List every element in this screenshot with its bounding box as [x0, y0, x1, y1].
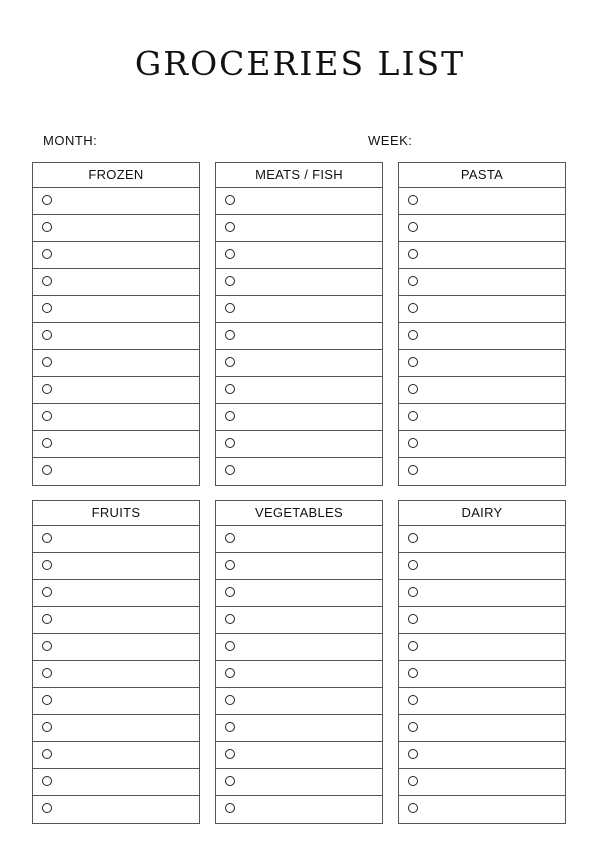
- circle-checkbox-icon[interactable]: [42, 533, 52, 543]
- item-entry-field[interactable]: [244, 219, 376, 237]
- circle-checkbox-icon[interactable]: [408, 276, 418, 286]
- list-item: [216, 404, 382, 431]
- list-item: [216, 634, 382, 661]
- circle-checkbox-icon[interactable]: [225, 749, 235, 759]
- list-item: [33, 769, 199, 796]
- list-item: [216, 458, 382, 485]
- circle-checkbox-icon[interactable]: [42, 438, 52, 448]
- list-item: [216, 269, 382, 296]
- list-item: [33, 323, 199, 350]
- item-entry-field[interactable]: [244, 246, 376, 264]
- item-entry-field[interactable]: [244, 800, 376, 819]
- section-header: FROZEN: [33, 163, 199, 188]
- list-item: [33, 215, 199, 242]
- section-dairy: [398, 500, 566, 824]
- item-entry-field[interactable]: [427, 354, 559, 372]
- list-item: [399, 323, 565, 350]
- item-entry-field[interactable]: [61, 381, 193, 399]
- circle-checkbox-icon[interactable]: [408, 438, 418, 448]
- circle-checkbox-icon[interactable]: [42, 560, 52, 570]
- section-rows: [216, 188, 382, 485]
- item-entry-field[interactable]: [427, 611, 559, 629]
- section-header: FRUITS: [33, 501, 199, 526]
- circle-checkbox-icon[interactable]: [42, 465, 52, 475]
- circle-checkbox-icon[interactable]: [42, 668, 52, 678]
- circle-checkbox-icon[interactable]: [225, 533, 235, 543]
- item-entry-field[interactable]: [244, 692, 376, 710]
- list-item: [33, 796, 199, 823]
- item-entry-field[interactable]: [244, 719, 376, 737]
- list-item: [33, 661, 199, 688]
- circle-checkbox-icon[interactable]: [225, 614, 235, 624]
- section-frozen: [32, 162, 200, 486]
- section-vegetables: [215, 500, 383, 824]
- item-entry-field[interactable]: [244, 557, 376, 575]
- page-title: GROCERIES LIST: [134, 44, 466, 83]
- list-item: [399, 458, 565, 485]
- section-pasta: [398, 162, 566, 486]
- list-item: [33, 553, 199, 580]
- list-item: [399, 607, 565, 634]
- list-item: [216, 661, 382, 688]
- list-item: [399, 404, 565, 431]
- item-entry-field[interactable]: [61, 462, 193, 481]
- section-rows: [216, 526, 382, 823]
- list-item: [33, 431, 199, 458]
- circle-checkbox-icon[interactable]: [225, 303, 235, 313]
- section-header: VEGETABLES: [216, 501, 382, 526]
- list-item: [216, 215, 382, 242]
- item-entry-field[interactable]: [427, 638, 559, 656]
- list-item: [399, 769, 565, 796]
- list-item: [399, 242, 565, 269]
- item-entry-field[interactable]: [427, 719, 559, 737]
- item-entry-field[interactable]: [61, 246, 193, 264]
- list-item: [216, 742, 382, 769]
- circle-checkbox-icon[interactable]: [225, 195, 235, 205]
- circle-checkbox-icon[interactable]: [225, 276, 235, 286]
- section-header: MEATS / FISH: [216, 163, 382, 188]
- item-entry-field[interactable]: [244, 773, 376, 791]
- list-item: [33, 404, 199, 431]
- circle-checkbox-icon[interactable]: [408, 249, 418, 259]
- circle-checkbox-icon[interactable]: [225, 668, 235, 678]
- item-entry-field[interactable]: [61, 800, 193, 819]
- item-entry-field[interactable]: [61, 665, 193, 683]
- circle-checkbox-icon[interactable]: [225, 803, 235, 813]
- section-fruits: [32, 500, 200, 824]
- list-item: [33, 350, 199, 377]
- section-header: DAIRY: [399, 501, 565, 526]
- circle-checkbox-icon[interactable]: [225, 357, 235, 367]
- circle-checkbox-icon[interactable]: [408, 330, 418, 340]
- list-item: [216, 769, 382, 796]
- item-entry-field[interactable]: [427, 327, 559, 345]
- circle-checkbox-icon[interactable]: [408, 465, 418, 475]
- list-item: [33, 458, 199, 485]
- circle-checkbox-icon[interactable]: [42, 249, 52, 259]
- circle-checkbox-icon[interactable]: [408, 303, 418, 313]
- section-meats-fish: [215, 162, 383, 486]
- list-item: [33, 188, 199, 215]
- item-entry-field[interactable]: [427, 584, 559, 602]
- circle-checkbox-icon[interactable]: [42, 803, 52, 813]
- item-entry-field[interactable]: [427, 692, 559, 710]
- item-entry-field[interactable]: [427, 246, 559, 264]
- item-entry-field[interactable]: [244, 530, 376, 548]
- item-entry-field[interactable]: [61, 273, 193, 291]
- list-item: [216, 553, 382, 580]
- item-entry-field[interactable]: [427, 665, 559, 683]
- circle-checkbox-icon[interactable]: [225, 384, 235, 394]
- list-item: [33, 580, 199, 607]
- circle-checkbox-icon[interactable]: [408, 357, 418, 367]
- item-entry-field[interactable]: [244, 746, 376, 764]
- list-item: [399, 350, 565, 377]
- circle-checkbox-icon[interactable]: [225, 560, 235, 570]
- item-entry-field[interactable]: [244, 192, 376, 210]
- circle-checkbox-icon[interactable]: [42, 384, 52, 394]
- circle-checkbox-icon[interactable]: [225, 722, 235, 732]
- list-item: [399, 553, 565, 580]
- circle-checkbox-icon[interactable]: [408, 587, 418, 597]
- item-entry-field[interactable]: [244, 584, 376, 602]
- list-item: [33, 688, 199, 715]
- circle-checkbox-icon[interactable]: [42, 722, 52, 732]
- item-entry-field[interactable]: [244, 462, 376, 481]
- list-item: [399, 296, 565, 323]
- item-entry-field[interactable]: [61, 192, 193, 210]
- circle-checkbox-icon[interactable]: [42, 695, 52, 705]
- list-item: [216, 188, 382, 215]
- item-entry-field[interactable]: [61, 354, 193, 372]
- item-entry-field[interactable]: [61, 530, 193, 548]
- list-item: [216, 715, 382, 742]
- list-item: [33, 377, 199, 404]
- list-item: [399, 796, 565, 823]
- item-entry-field[interactable]: [427, 530, 559, 548]
- circle-checkbox-icon[interactable]: [408, 614, 418, 624]
- list-item: [33, 526, 199, 553]
- circle-checkbox-icon[interactable]: [225, 411, 235, 421]
- list-item: [216, 377, 382, 404]
- item-entry-field[interactable]: [61, 435, 193, 453]
- item-entry-field[interactable]: [244, 665, 376, 683]
- item-entry-field[interactable]: [61, 692, 193, 710]
- item-entry-field[interactable]: [244, 327, 376, 345]
- circle-checkbox-icon[interactable]: [408, 749, 418, 759]
- list-item: [33, 634, 199, 661]
- item-entry-field[interactable]: [427, 219, 559, 237]
- item-entry-field[interactable]: [61, 638, 193, 656]
- circle-checkbox-icon[interactable]: [42, 276, 52, 286]
- list-item: [33, 269, 199, 296]
- circle-checkbox-icon[interactable]: [408, 668, 418, 678]
- circle-checkbox-icon[interactable]: [408, 222, 418, 232]
- list-item: [216, 323, 382, 350]
- list-item: [33, 742, 199, 769]
- list-item: [399, 661, 565, 688]
- item-entry-field[interactable]: [427, 800, 559, 819]
- list-item: [216, 580, 382, 607]
- list-item: [33, 296, 199, 323]
- item-entry-field[interactable]: [61, 611, 193, 629]
- list-item: [216, 242, 382, 269]
- list-item: [216, 526, 382, 553]
- list-item: [33, 715, 199, 742]
- circle-checkbox-icon[interactable]: [408, 560, 418, 570]
- circle-checkbox-icon[interactable]: [408, 641, 418, 651]
- circle-checkbox-icon[interactable]: [42, 614, 52, 624]
- list-item: [399, 431, 565, 458]
- list-item: [399, 742, 565, 769]
- section-header: PASTA: [399, 163, 565, 188]
- circle-checkbox-icon[interactable]: [408, 533, 418, 543]
- item-entry-field[interactable]: [427, 435, 559, 453]
- item-entry-field[interactable]: [244, 611, 376, 629]
- section-rows: [399, 526, 565, 823]
- item-entry-field[interactable]: [244, 408, 376, 426]
- item-entry-field[interactable]: [427, 746, 559, 764]
- circle-checkbox-icon[interactable]: [42, 411, 52, 421]
- list-item: [216, 607, 382, 634]
- list-item: [399, 377, 565, 404]
- circle-checkbox-icon[interactable]: [408, 722, 418, 732]
- item-entry-field[interactable]: [61, 300, 193, 318]
- list-item: [399, 526, 565, 553]
- item-entry-field[interactable]: [427, 557, 559, 575]
- list-item: [399, 634, 565, 661]
- item-entry-field[interactable]: [427, 273, 559, 291]
- item-entry-field[interactable]: [61, 584, 193, 602]
- item-entry-field[interactable]: [427, 381, 559, 399]
- item-entry-field[interactable]: [61, 746, 193, 764]
- item-entry-field[interactable]: [244, 273, 376, 291]
- circle-checkbox-icon[interactable]: [408, 411, 418, 421]
- item-entry-field[interactable]: [244, 435, 376, 453]
- item-entry-field[interactable]: [427, 408, 559, 426]
- circle-checkbox-icon[interactable]: [225, 249, 235, 259]
- list-item: [33, 607, 199, 634]
- item-entry-field[interactable]: [427, 773, 559, 791]
- circle-checkbox-icon[interactable]: [225, 222, 235, 232]
- list-item: [33, 242, 199, 269]
- circle-checkbox-icon[interactable]: [225, 641, 235, 651]
- circle-checkbox-icon[interactable]: [42, 222, 52, 232]
- circle-checkbox-icon[interactable]: [225, 695, 235, 705]
- circle-checkbox-icon[interactable]: [225, 330, 235, 340]
- circle-checkbox-icon[interactable]: [408, 803, 418, 813]
- week-label: WEEK:: [368, 133, 413, 148]
- circle-checkbox-icon[interactable]: [225, 776, 235, 786]
- circle-checkbox-icon[interactable]: [42, 195, 52, 205]
- circle-checkbox-icon[interactable]: [42, 749, 52, 759]
- list-item: [216, 431, 382, 458]
- item-entry-field[interactable]: [244, 300, 376, 318]
- item-entry-field[interactable]: [427, 192, 559, 210]
- item-entry-field[interactable]: [244, 381, 376, 399]
- circle-checkbox-icon[interactable]: [42, 357, 52, 367]
- list-item: [216, 796, 382, 823]
- section-rows: [33, 188, 199, 485]
- circle-checkbox-icon[interactable]: [42, 776, 52, 786]
- list-item: [399, 580, 565, 607]
- circle-checkbox-icon[interactable]: [408, 195, 418, 205]
- item-entry-field[interactable]: [61, 557, 193, 575]
- circle-checkbox-icon[interactable]: [225, 465, 235, 475]
- circle-checkbox-icon[interactable]: [225, 438, 235, 448]
- list-item: [399, 715, 565, 742]
- item-entry-field[interactable]: [244, 638, 376, 656]
- list-item: [399, 269, 565, 296]
- circle-checkbox-icon[interactable]: [225, 587, 235, 597]
- circle-checkbox-icon[interactable]: [408, 384, 418, 394]
- item-entry-field[interactable]: [61, 219, 193, 237]
- item-entry-field[interactable]: [427, 462, 559, 481]
- list-item: [216, 296, 382, 323]
- section-rows: [33, 526, 199, 823]
- circle-checkbox-icon[interactable]: [42, 587, 52, 597]
- item-entry-field[interactable]: [244, 354, 376, 372]
- list-item: [399, 688, 565, 715]
- item-entry-field[interactable]: [427, 300, 559, 318]
- circle-checkbox-icon[interactable]: [408, 776, 418, 786]
- section-rows: [399, 188, 565, 485]
- item-entry-field[interactable]: [61, 327, 193, 345]
- list-item: [216, 350, 382, 377]
- list-item: [399, 188, 565, 215]
- item-entry-field[interactable]: [61, 719, 193, 737]
- circle-checkbox-icon[interactable]: [42, 330, 52, 340]
- circle-checkbox-icon[interactable]: [408, 695, 418, 705]
- item-entry-field[interactable]: [61, 408, 193, 426]
- list-item: [216, 688, 382, 715]
- list-item: [399, 215, 565, 242]
- month-label: MONTH:: [43, 133, 98, 148]
- circle-checkbox-icon[interactable]: [42, 303, 52, 313]
- item-entry-field[interactable]: [61, 773, 193, 791]
- circle-checkbox-icon[interactable]: [42, 641, 52, 651]
